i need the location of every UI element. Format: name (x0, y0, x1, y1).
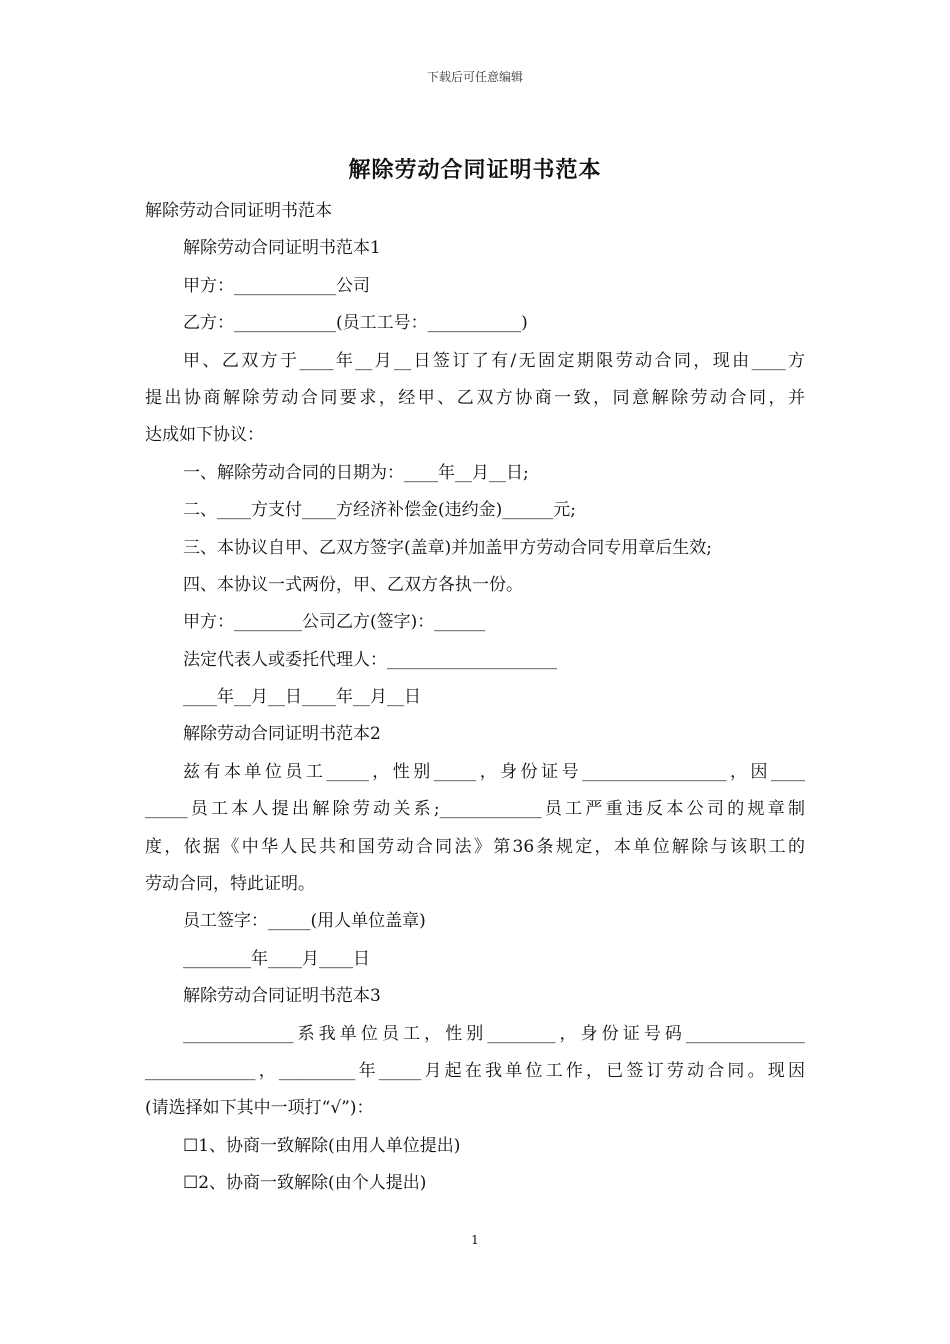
text-line: 四、本协议一式两份，甲、乙双方各执一份。 (183, 574, 523, 595)
text-line: 二、____方支付____方经济补偿金(违约金)______元; (183, 500, 576, 521)
text-line: 乙方：____________(员工工号：___________) (183, 313, 528, 334)
text-line: ________年____月____日 (183, 948, 370, 969)
text-line: 解除劳动合同证明书范本3 (183, 986, 381, 1007)
text-line: 解除劳动合同证明书范本1 (183, 238, 381, 259)
text-line: (请选择如下其中一项打“√”)： (145, 1098, 374, 1119)
text-line: 三、本协议自甲、乙双方签字(盖章)并加盖甲方劳动合同专用章后生效; (183, 537, 712, 558)
text-line: 提出协商解除劳动合同要求，经甲、乙双方协商一致，同意解除劳动合同，并 (145, 387, 805, 408)
text-line: ☐2、协商一致解除(由个人提出) (183, 1173, 427, 1194)
text-line: 度，依据《中华人民共和国劳动合同法》第36条规定，本单位解除与该职工的 (145, 836, 805, 857)
text-line: 达成如下协议： (145, 425, 264, 446)
text-line: _____员工本人提出解除劳动关系;____________员工严重违反本公司的规章制 (145, 799, 805, 820)
text-line: _____________系我单位员工，性别________，身份证号码______________ (183, 1023, 805, 1044)
page-number: 1 (471, 1233, 479, 1247)
document-body (145, 193, 805, 1203)
document-title: 解除劳动合同证明书范本 (348, 157, 602, 183)
text-line: 甲方：____________公司 (183, 275, 370, 296)
text-line: ____年__月__日____年__月__日 (183, 687, 421, 708)
text-line: 劳动合同，特此证明。 (145, 874, 315, 895)
text-line: 解除劳动合同证明书范本2 (183, 724, 381, 745)
text-line: _____________，_________年_____月起在我单位工作，已签订劳动合同。现因 (145, 1060, 805, 1081)
text-line: 法定代表人或委托代理人：____________________ (183, 649, 557, 670)
header-note: 下载后可任意编辑 (426, 70, 523, 84)
text-line: 甲方：________公司乙方(签字)：______ (183, 612, 486, 633)
text-line: 员工签字：_____(用人单位盖章) (183, 911, 426, 932)
text-line: 甲、乙双方于____年__月__日签订了有/无固定期限劳动合同，现由____方 (183, 350, 805, 371)
text-line: 一、解除劳动合同的日期为：____年__月__日; (183, 462, 529, 483)
text-line: 解除劳动合同证明书范本 (145, 201, 332, 221)
text-line: 兹有本单位员工_____，性别_____，身份证号_________________，因____ (183, 761, 805, 782)
text-line: ☐1、协商一致解除(由用人单位提出) (183, 1135, 461, 1156)
